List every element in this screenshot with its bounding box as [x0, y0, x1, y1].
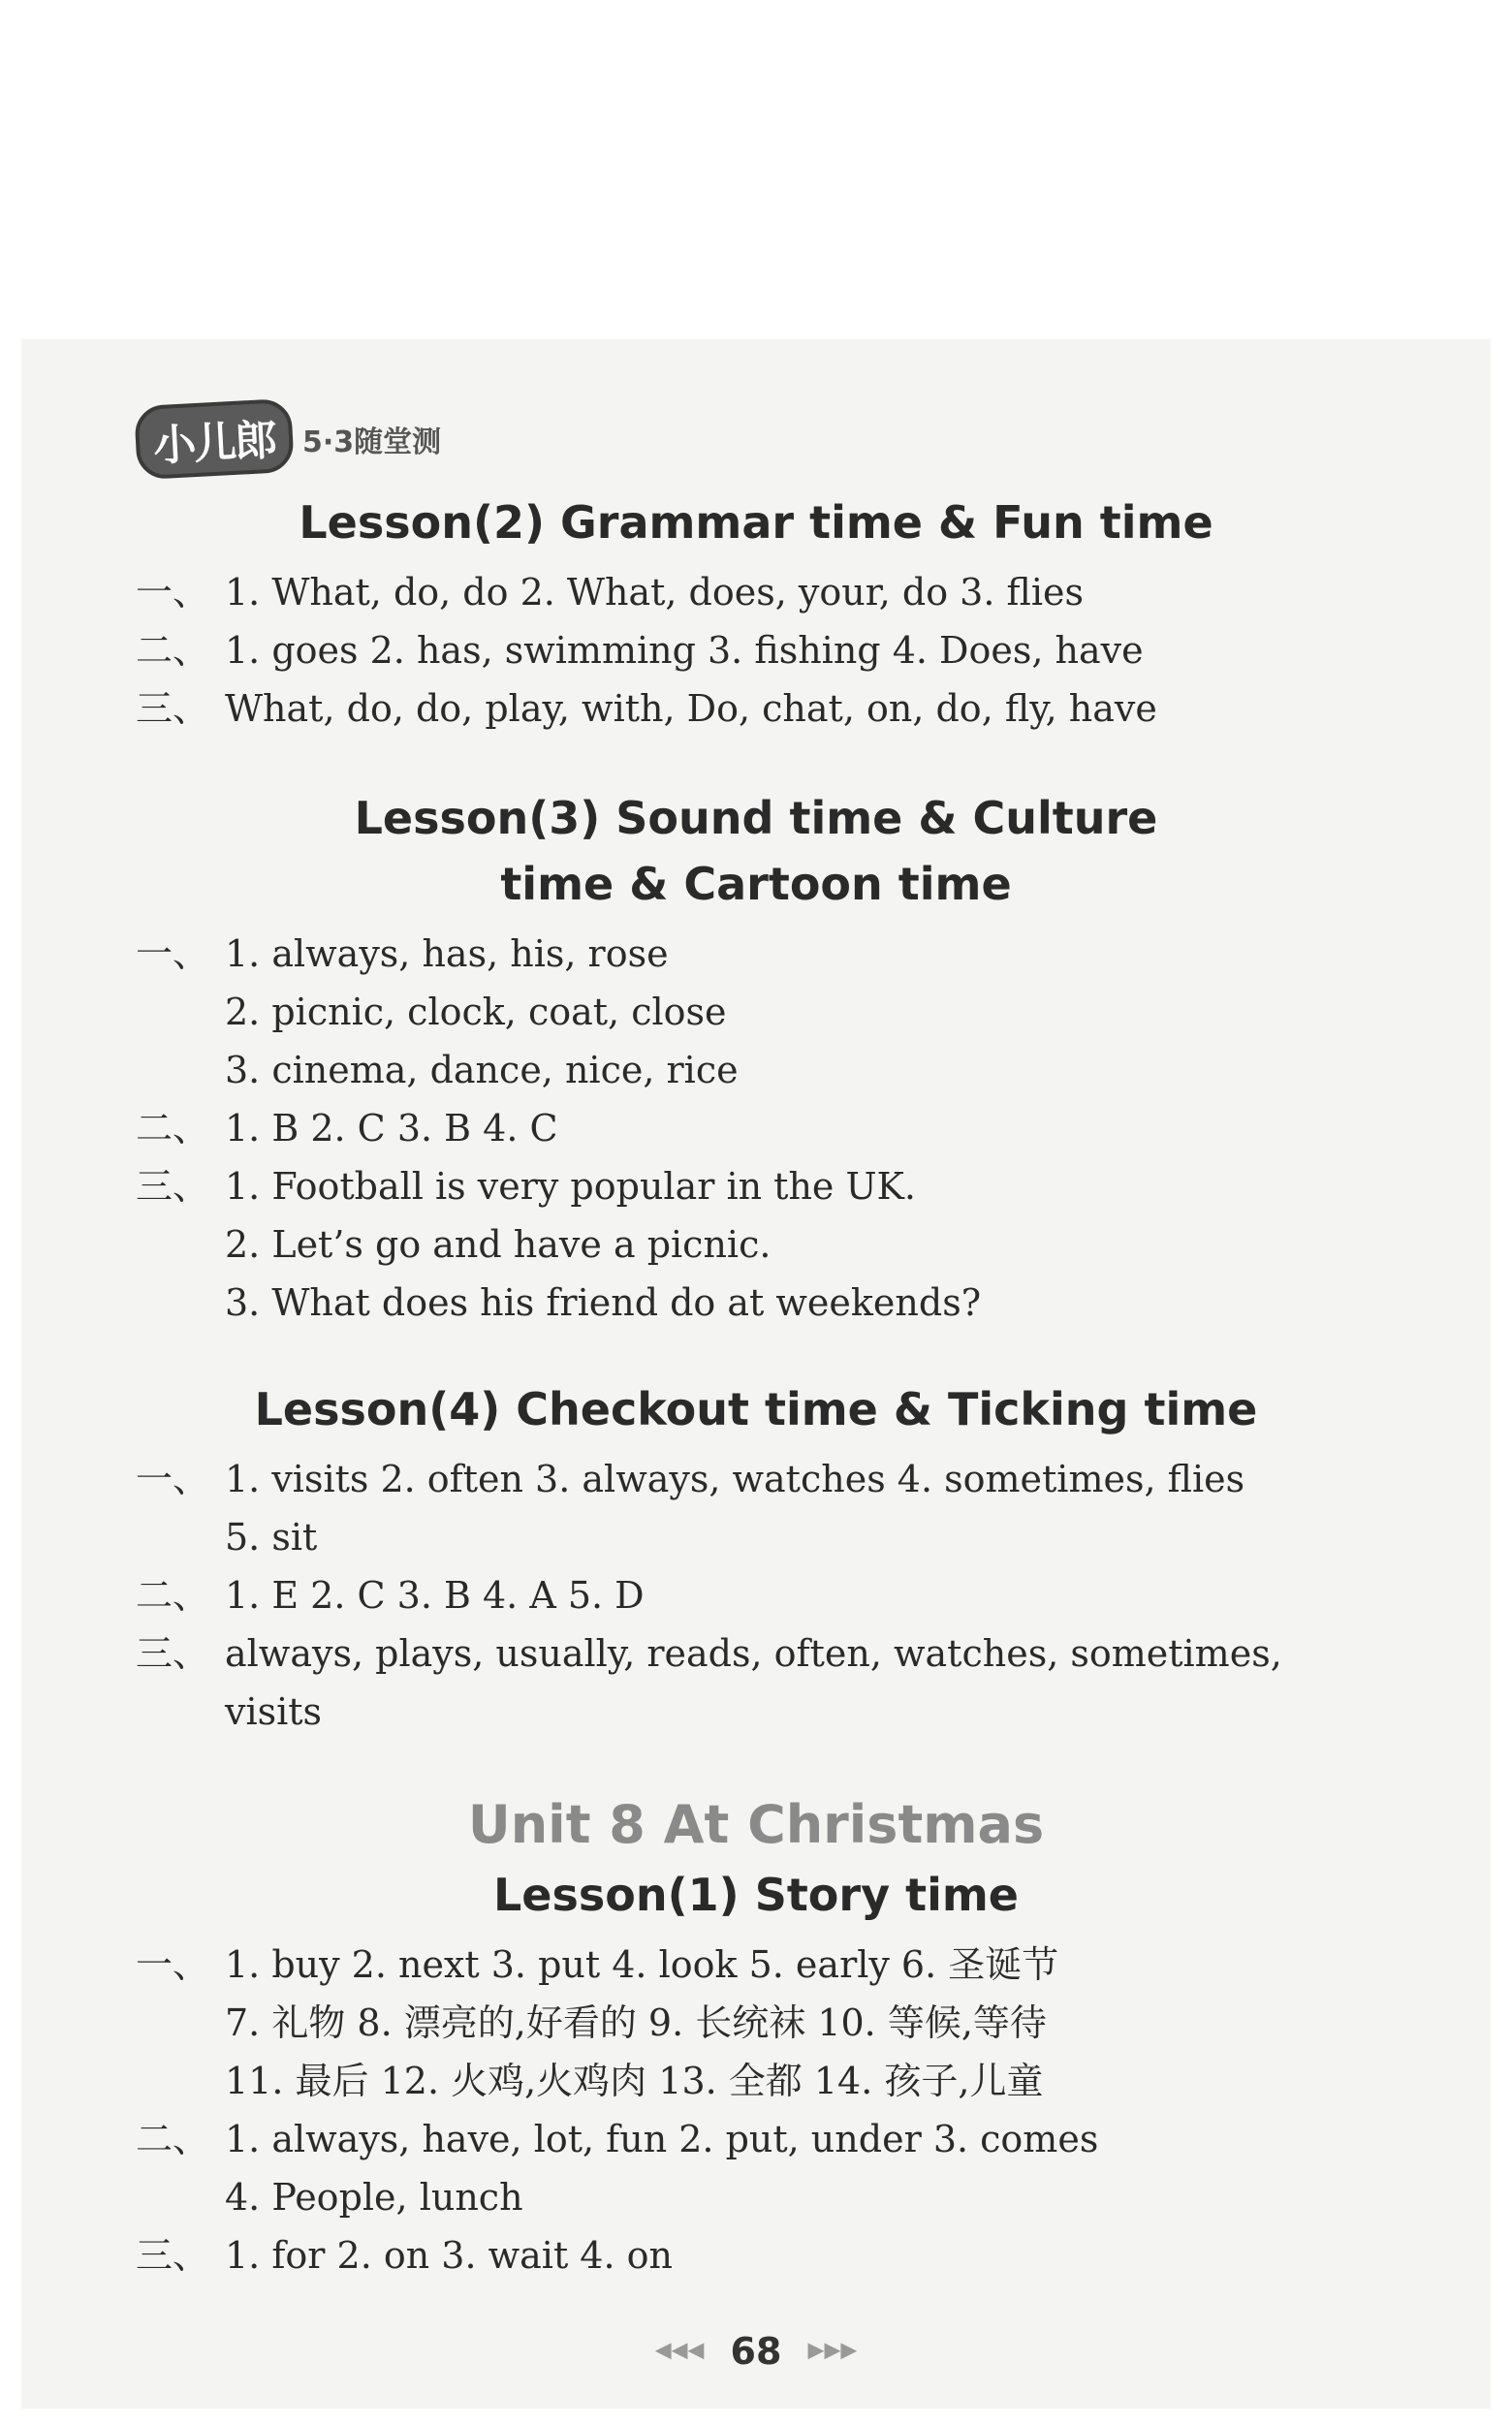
answer-text: 1. What, do, do 2. What, does, your, do 3. flies — [225, 571, 1084, 614]
answer-text: 1. E 2. C 3. B 4. A 5. D — [225, 1574, 645, 1617]
lesson3-section — [0, 785, 1512, 1332]
answer-text: 2. picnic, clock, coat, close — [225, 991, 727, 1033]
lesson4-section — [0, 1376, 1512, 1741]
answer-text: 1. always, have, lot, fun 2. put, under 3. comes — [225, 2118, 1099, 2160]
answer-row — [0, 925, 1512, 983]
answer-text: always, plays, usually, reads, often, watches, sometimes, — [225, 1632, 1282, 1675]
answer-row — [0, 1936, 1512, 1994]
answer-text: 5. sit — [225, 1516, 318, 1559]
right-arrows-icon: ▶▶▶ — [807, 2338, 858, 2363]
answer-text: 1. B 2. C 3. B 4. C — [225, 1107, 558, 1150]
answer-row — [0, 1994, 1512, 2052]
answer-row — [0, 1041, 1512, 1099]
question-marker: 二、 — [136, 2118, 210, 2160]
answer-row — [0, 679, 1512, 738]
answer-text: 3. What does his friend do at weekends? — [225, 1281, 982, 1324]
answer-row — [0, 1624, 1512, 1683]
answer-row — [0, 1099, 1512, 1157]
question-marker: 一、 — [136, 1943, 210, 1986]
logo-badge: 小儿郎 — [134, 398, 295, 480]
question-marker: 二、 — [136, 629, 210, 672]
answer-row — [0, 2168, 1512, 2226]
answer-row — [0, 983, 1512, 1041]
answer-row — [0, 1566, 1512, 1624]
question-marker: 二、 — [136, 1574, 210, 1617]
lesson3-title-line2: time & Cartoon time — [500, 858, 1012, 910]
answer-row — [0, 2226, 1512, 2284]
answer-text: 1. always, has, his, rose — [225, 932, 669, 975]
page-number: 68 — [730, 2329, 782, 2373]
question-marker: 三、 — [136, 687, 210, 730]
answer-text: 2. Let’s go and have a picnic. — [225, 1223, 772, 1266]
question-marker: 三、 — [136, 1632, 210, 1675]
question-marker: 二、 — [136, 1107, 210, 1150]
answer-row — [0, 1157, 1512, 1215]
answer-text: 1. for 2. on 3. wait 4. on — [225, 2234, 673, 2277]
lesson2-section — [0, 489, 1512, 738]
lesson4-title: Lesson(4) Checkout time & Ticking time — [254, 1383, 1258, 1435]
brand-logo — [136, 405, 441, 473]
answer-text: 1. visits 2. often 3. always, watches 4. sometimes, flies — [225, 1458, 1245, 1500]
answer-text: 3. cinema, dance, nice, rice — [225, 1049, 739, 1091]
answer-text: 11. 最后 12. 火鸡,火鸡肉 13. 全都 14. 孩子,儿童 — [225, 2060, 1044, 2102]
series-name: 5·3随堂测 — [302, 425, 442, 459]
answer-text: What, do, do, play, with, Do, chat, on, do, fly, have — [225, 687, 1157, 730]
lesson2-title: Lesson(2) Grammar time & Fun time — [299, 496, 1213, 549]
answer-row — [0, 1274, 1512, 1332]
left-arrows-icon: ◀◀◀ — [654, 2338, 705, 2363]
page-footer — [0, 2321, 1512, 2380]
answer-row — [0, 2052, 1512, 2110]
answer-row — [0, 1508, 1512, 1566]
question-marker: 一、 — [136, 571, 210, 614]
answer-row — [0, 1683, 1512, 1741]
question-marker: 三、 — [136, 2234, 210, 2277]
unit-title: Unit 8 At Christmas — [467, 1794, 1045, 1855]
unit8-section — [0, 1788, 1512, 2284]
answer-text: 1. goes 2. has, swimming 3. fishing 4. Does, have — [225, 629, 1144, 672]
question-marker: 一、 — [136, 1458, 210, 1500]
answer-text: 4. People, lunch — [225, 2176, 523, 2219]
unit8-lesson-title: Lesson(1) Story time — [493, 1869, 1019, 1921]
answer-text: 7. 礼物 8. 漂亮的,好看的 9. 长统袜 10. 等候,等待 — [225, 2001, 1047, 2044]
answer-row — [0, 2110, 1512, 2168]
question-marker: 一、 — [136, 932, 210, 975]
answer-text: 1. buy 2. next 3. put 4. look 5. early 6. 圣诞节 — [225, 1943, 1059, 1986]
answer-row — [0, 1450, 1512, 1508]
lesson3-title-line1: Lesson(3) Sound time & Culture — [354, 792, 1158, 844]
answer-text: 1. Football is very popular in the UK. — [225, 1165, 916, 1208]
question-marker: 三、 — [136, 1165, 210, 1208]
answer-row — [0, 1215, 1512, 1274]
answer-text: visits — [225, 1690, 323, 1733]
answer-row — [0, 621, 1512, 679]
answer-row — [0, 563, 1512, 621]
